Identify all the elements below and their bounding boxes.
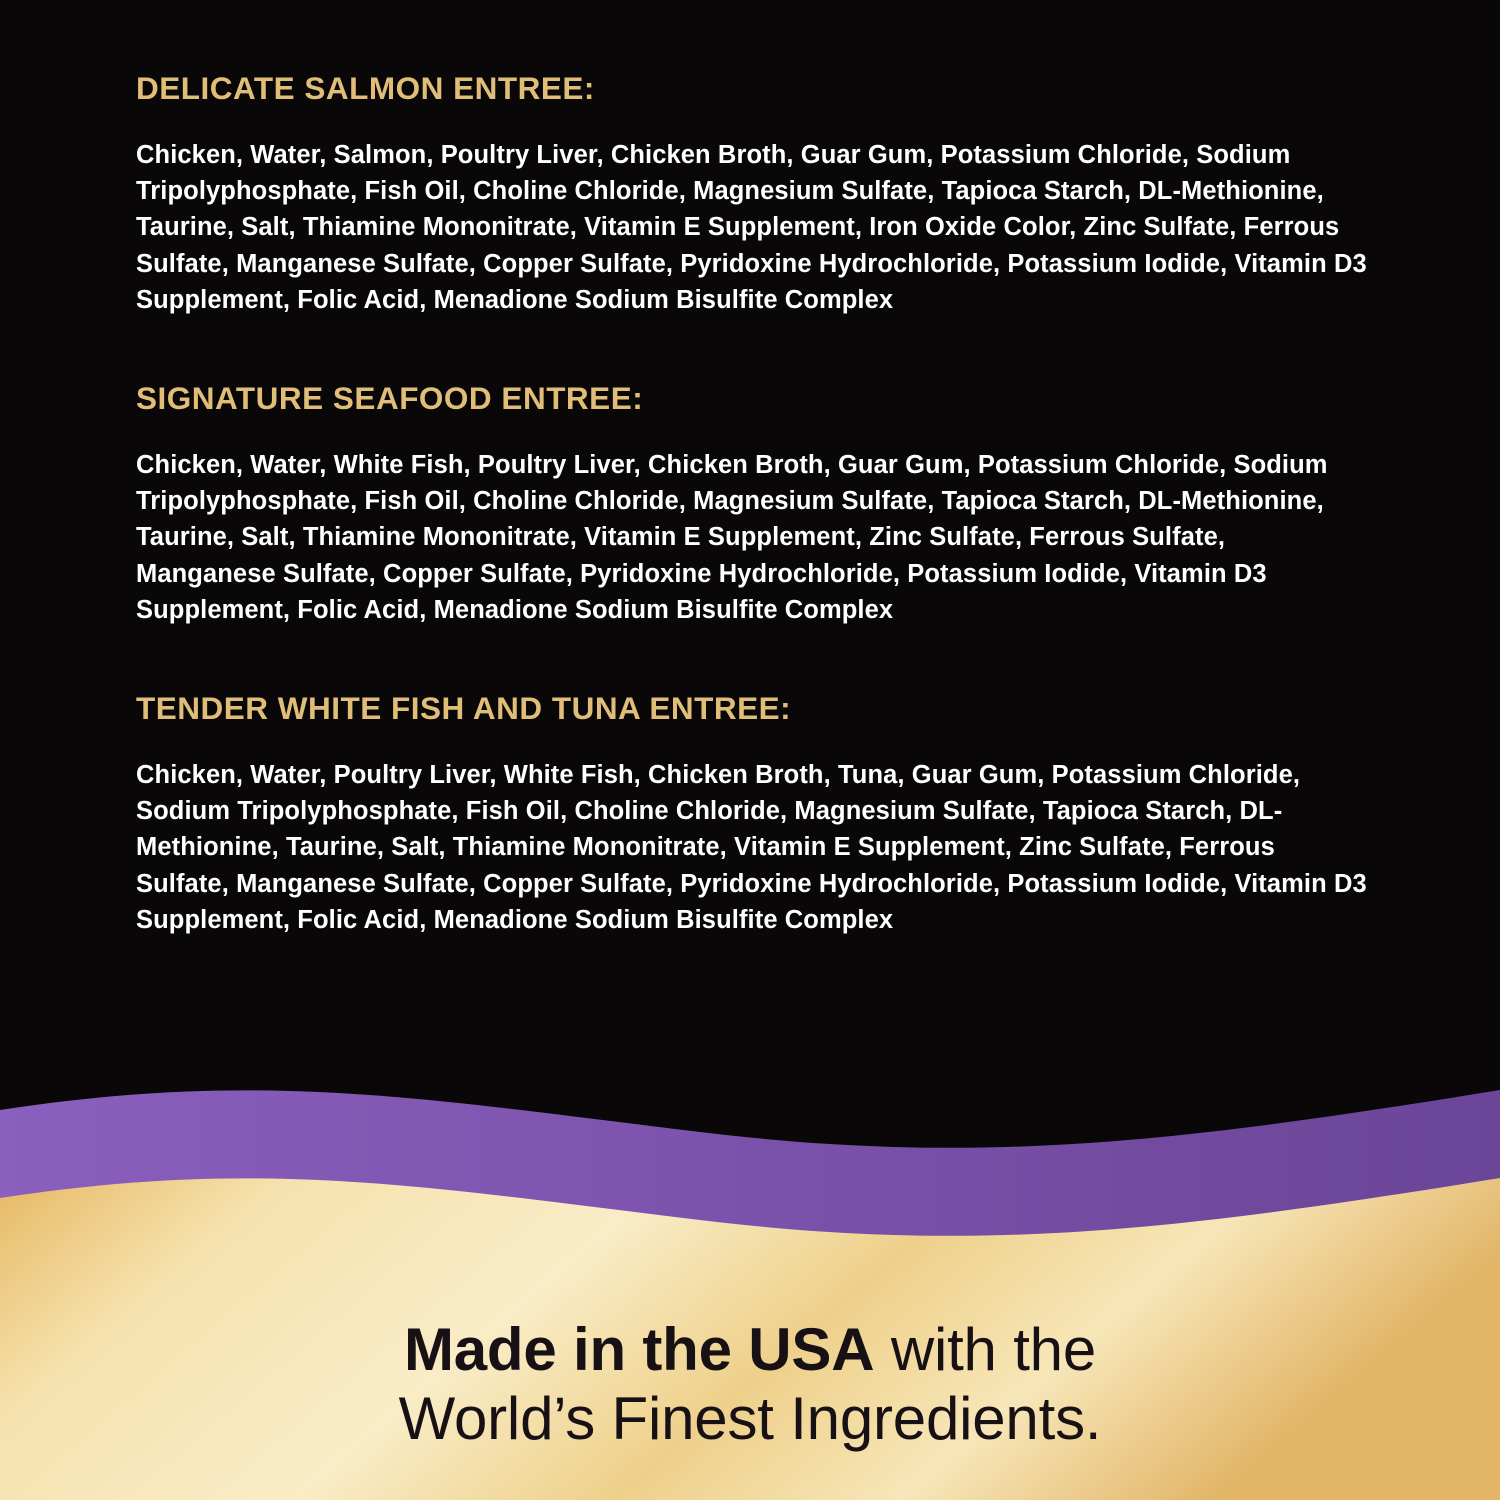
section-title-salmon: DELICATE SALMON ENTREE: [136, 70, 595, 106]
footer-line-2: World’s Finest Ingredients. [398, 1385, 1102, 1453]
footer-made-in-usa: Made in the USA [403, 1315, 875, 1383]
entree-section-whitefish-tuna [136, 690, 1370, 938]
section-title-whitefish-tuna: TENDER WHITE FISH AND TUNA ENTREE: [136, 690, 792, 727]
footer-with-the: with the [874, 1315, 1097, 1383]
entree-section-seafood [136, 380, 1370, 628]
decorative-wave-band [0, 1080, 1500, 1500]
footer-line-1 [0, 1315, 1500, 1385]
ingredients-text-salmon: Chicken, Water, Salmon, Poultry Liver, Chicken Broth, Guar Gum, Potassium Chloride, Sodium Tripolyphosphate, Fish Oil, Choline Chloride, Magnesium Sulfate, Tapioca Starch, DL-Methionine, Taurine, Salt, Thiamine Mononitrate, Vitamin E Supplement, Iron Oxide Color, Zinc Sulfate, Ferrous Sulfate, Manganese Sulfate, Copper Sulfate, Pyridoxine Hydrochloride, Potassium Iodide, Vitamin D3 Supplement, Folic Acid, Menadione Sodium Bisulfite Complex [136, 141, 1367, 314]
ingredients-text-seafood: Chicken, Water, White Fish, Poultry Liver, Chicken Broth, Guar Gum, Potassium Chloride, Sodium Tripolyphosphate, Fish Oil, Choline Chloride, Magnesium Sulfate, Tapioca Starch, DL-Methionine, Taurine, Salt, Thiamine Mononitrate, Vitamin E Supplement, Zinc Sulfate, Ferrous Sulfate, Manganese Sulfate, Copper Sulfate, Pyridoxine Hydrochloride, Potassium Iodide, Vitamin D3 Supplement, Folic Acid, Menadione Sodium Bisulfite Complex [136, 451, 1328, 624]
section-title-seafood: SIGNATURE SEAFOOD ENTREE: [136, 380, 644, 417]
entree-section-salmon [136, 70, 1370, 318]
footer-tagline [0, 1315, 1500, 1454]
ingredients-text-whitefish-tuna: Chicken, Water, Poultry Liver, White Fish, Chicken Broth, Tuna, Guar Gum, Potassium Chloride, Sodium Tripolyphosphate, Fish Oil, Choline Chloride, Magnesium Sulfate, Tapioca Starch, DL-Methionine, Taurine, Salt, Thiamine Mononitrate, Vitamin E Supplement, Zinc Sulfate, Ferrous Sulfate, Manganese Sulfate, Copper Sulfate, Pyridoxine Hydrochloride, Potassium Iodide, Vitamin D3 Supplement, Folic Acid, Menadione Sodium Bisulfite Complex [136, 761, 1367, 934]
